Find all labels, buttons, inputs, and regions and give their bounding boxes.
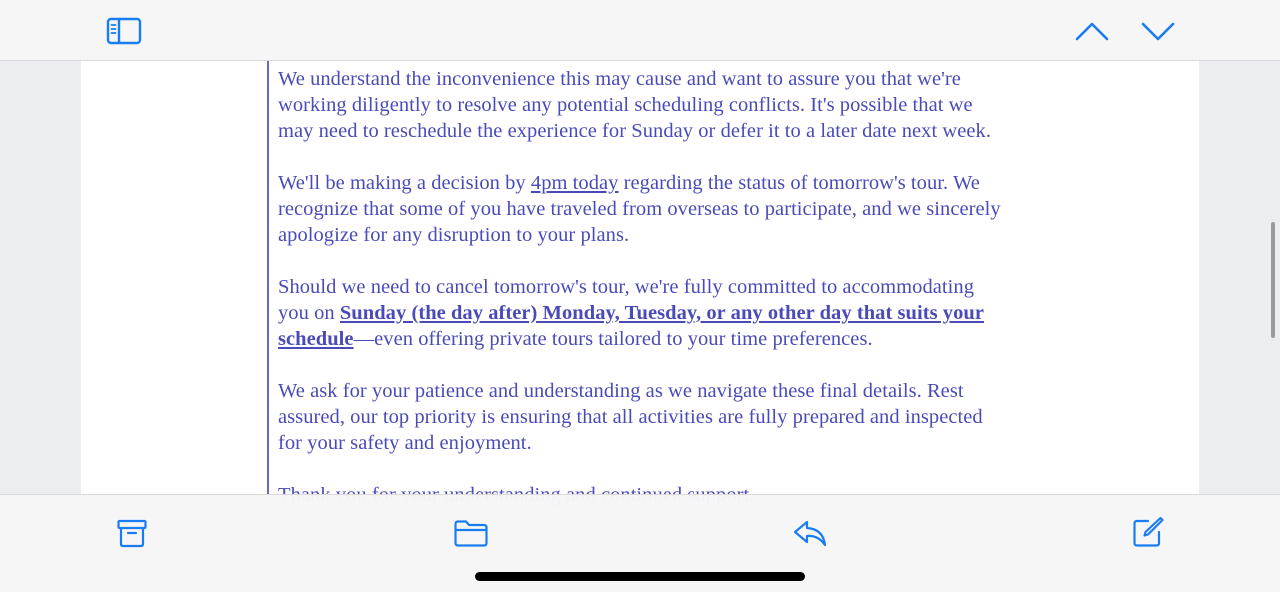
scrollbar[interactable]: [1271, 222, 1275, 338]
top-toolbar: [0, 0, 1280, 61]
paragraph-text: regarding the status of tomorrow's tour. We recognize that some of you have traveled from overseas to participate, and we sincerely apologize for any disruption to your plans.: [278, 172, 1001, 246]
archive-box-icon[interactable]: [112, 515, 152, 551]
chevron-up-icon[interactable]: [1072, 16, 1112, 46]
email-paragraph: We understand the inconvenience this may cause and want to assure you that we're working diligently to resolve any potential scheduling conflicts. It's possible that we may need to reschedule the experience for Sunday or defer it to a later date next week.: [278, 68, 991, 142]
email-paragraph: [278, 274, 1003, 352]
chevron-down-icon[interactable]: [1138, 16, 1178, 46]
paragraph-text: Should we need to cancel tomorrow's tour, we're fully committed to accommodating you on: [278, 276, 974, 324]
email-paragraph: We ask for your patience and understanding as we navigate these final details. Rest assured, our top priority is ensuring that all activities are fully prepared and inspected for your safety and enjoyment.: [278, 380, 983, 454]
schedule-link[interactable]: Sunday (the day after) Monday, Tuesday, or any other day that suits your schedule: [278, 302, 985, 350]
paragraph-text: We'll be making a decision by: [278, 172, 531, 194]
sidebar-toggle-icon[interactable]: [104, 14, 144, 48]
reply-icon[interactable]: [790, 515, 830, 551]
email-paragraph: [278, 170, 1003, 248]
home-indicator[interactable]: [475, 572, 805, 581]
folder-icon[interactable]: [451, 515, 491, 551]
paragraph-text: —even offering private tours tailored to your time preferences.: [353, 328, 873, 350]
date-link[interactable]: 4pm today: [530, 172, 619, 194]
compose-icon[interactable]: [1128, 513, 1168, 551]
email-body: [267, 60, 1009, 494]
